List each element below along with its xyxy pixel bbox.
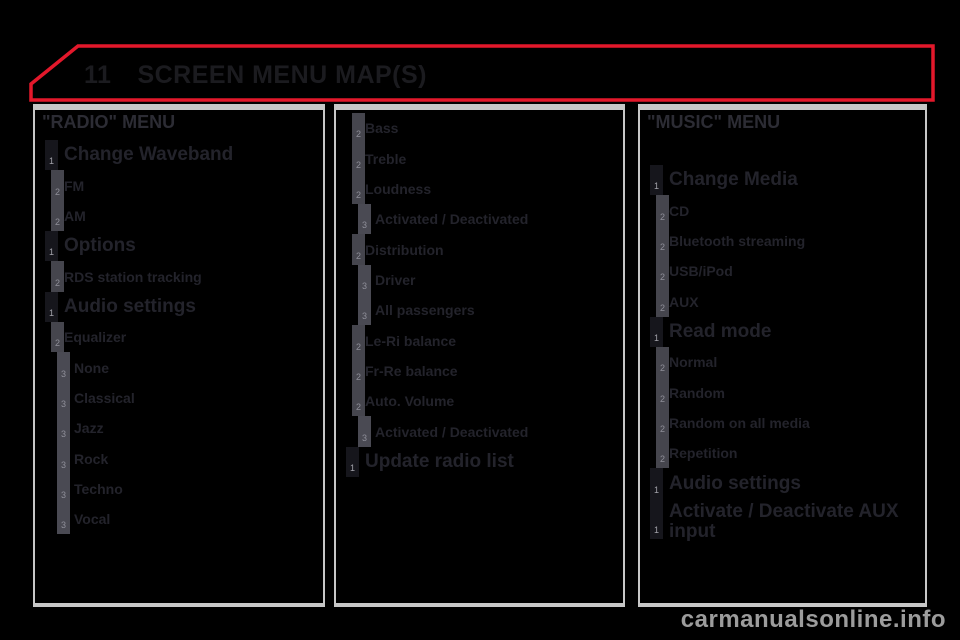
menu-item [35,201,323,231]
menu-item [336,386,623,416]
menu-item [640,286,925,316]
menu-item-label: AUX [669,293,699,310]
level-badge: 2 [656,195,669,225]
level-badge: 3 [358,295,371,325]
level-badge: 2 [656,438,669,468]
menu-item-label: Classical [74,389,135,406]
menu-item [35,504,323,534]
menu-item-label: Treble [365,150,407,167]
level-badge: 2 [656,286,669,316]
menu-item-label: Driver [375,271,416,288]
level-badge: 2 [656,408,669,438]
level-badge: 2 [656,347,669,377]
level-badge: 2 [656,377,669,407]
level-badge: 2 [656,256,669,286]
menu-item [640,377,925,407]
menu-rows [35,140,323,534]
menu-item [35,413,323,443]
menu-item-label: Loudness [365,180,432,197]
level-badge: 1 [650,165,663,195]
menu-item-label: Activated / Deactivated [375,211,529,228]
level-badge: 2 [352,234,365,264]
level-badge: 1 [346,447,359,477]
menu-item-label: Equalizer [64,329,127,346]
level-badge: 2 [352,143,365,173]
radio-menu-column [33,104,325,607]
menu-item-label: Random [669,384,725,401]
menu-item-label: Le-Ri balance [365,332,457,349]
menu-item [35,231,323,261]
menu-item [336,113,623,143]
menu-item [640,317,925,347]
menu-item-label: Rock [74,450,109,467]
menu-item [640,468,925,498]
menu-item-label: Random on all media [669,414,810,431]
level-badge: 3 [57,383,70,413]
level-badge: 2 [51,170,64,200]
menu-item-label: Normal [669,354,718,371]
menu-item [336,325,623,355]
menu-item [640,195,925,225]
menu-item [35,352,323,382]
level-badge: 3 [358,265,371,295]
menu-rows [640,165,925,557]
level-badge: 1 [45,231,58,261]
menu-item-label: Options [64,235,136,257]
menu-item-label: All passengers [375,302,475,319]
level-badge: 3 [57,413,70,443]
menu-item-label: Vocal [74,511,111,528]
menu-item [640,347,925,377]
menu-item [35,322,323,352]
menu-item [35,474,323,504]
menu-item [640,438,925,468]
chapter-header [84,58,427,92]
level-badge: 1 [650,317,663,347]
menu-item-label: Techno [74,480,123,497]
level-badge: 2 [51,261,64,291]
menu-item [35,443,323,473]
column-header: "RADIO" MENU [42,112,176,132]
level-badge: 2 [656,226,669,256]
column-header: "MUSIC" MENU [647,112,781,132]
menu-item-label: Bluetooth streaming [669,232,806,249]
menu-item [35,261,323,291]
level-badge: 1 [45,292,58,322]
menu-item [640,408,925,438]
menu-item-label: Audio settings [669,472,801,494]
menu-item-label: Activate / Deactivate AUX input [669,500,899,542]
menu-item-label: FM [64,177,85,194]
menu-item [640,226,925,256]
level-badge: 3 [358,416,371,446]
menu-item-label: Read mode [669,320,772,342]
page-title: SCREEN MENU MAP(S) [137,60,428,89]
menu-item [640,499,925,557]
menu-item-label: Bass [365,120,399,137]
menu-item [336,447,623,477]
menu-item-label: Distribution [365,241,444,258]
menu-item-label: Update radio list [365,450,514,472]
menu-item [336,356,623,386]
level-badge: 3 [358,204,371,234]
music-menu-column [638,104,927,607]
level-badge: 3 [57,352,70,382]
chapter-number: 11 [84,60,112,89]
menu-item [336,416,623,446]
menu-item [640,256,925,286]
menu-item [336,143,623,173]
level-badge: 2 [352,386,365,416]
level-badge: 2 [51,201,64,231]
level-badge: 2 [51,322,64,352]
menu-item-label: AM [64,207,86,224]
menu-item-label: Change Waveband [64,144,234,166]
menu-item-label: Activated / Deactivated [375,423,529,440]
level-badge: 1 [45,140,58,170]
level-badge: 1 [650,468,663,498]
menu-item-label: RDS station tracking [64,268,202,285]
level-badge: 3 [57,474,70,504]
menu-item [640,165,925,195]
menu-item-label: USB/iPod [669,263,733,280]
menu-item [35,170,323,200]
level-badge: 3 [57,504,70,534]
level-badge: 2 [352,113,365,143]
menu-item [35,292,323,322]
level-badge: 2 [352,174,365,204]
radio-menu-continued-column [334,104,625,607]
menu-item-label: None [74,359,109,376]
level-badge: 1 [650,499,663,539]
menu-item-label: Audio settings [64,295,196,317]
menu-item-label: CD [669,202,690,219]
watermark-text: carmanualsonline.info [680,606,946,633]
menu-item-label: Fr-Re balance [365,362,458,379]
level-badge: 2 [352,356,365,386]
menu-item [336,234,623,264]
chapter-header-outline [0,0,960,110]
menu-rows [336,113,623,477]
menu-item [336,265,623,295]
menu-item [336,204,623,234]
menu-item [35,383,323,413]
menu-item-label: Change Media [669,169,798,191]
menu-item [35,140,323,170]
menu-item [336,174,623,204]
level-badge: 2 [352,325,365,355]
menu-item-label: Repetition [669,445,738,462]
level-badge: 3 [57,443,70,473]
menu-item-label: Jazz [74,420,104,437]
menu-item [336,295,623,325]
menu-item-label: Auto. Volume [365,393,455,410]
